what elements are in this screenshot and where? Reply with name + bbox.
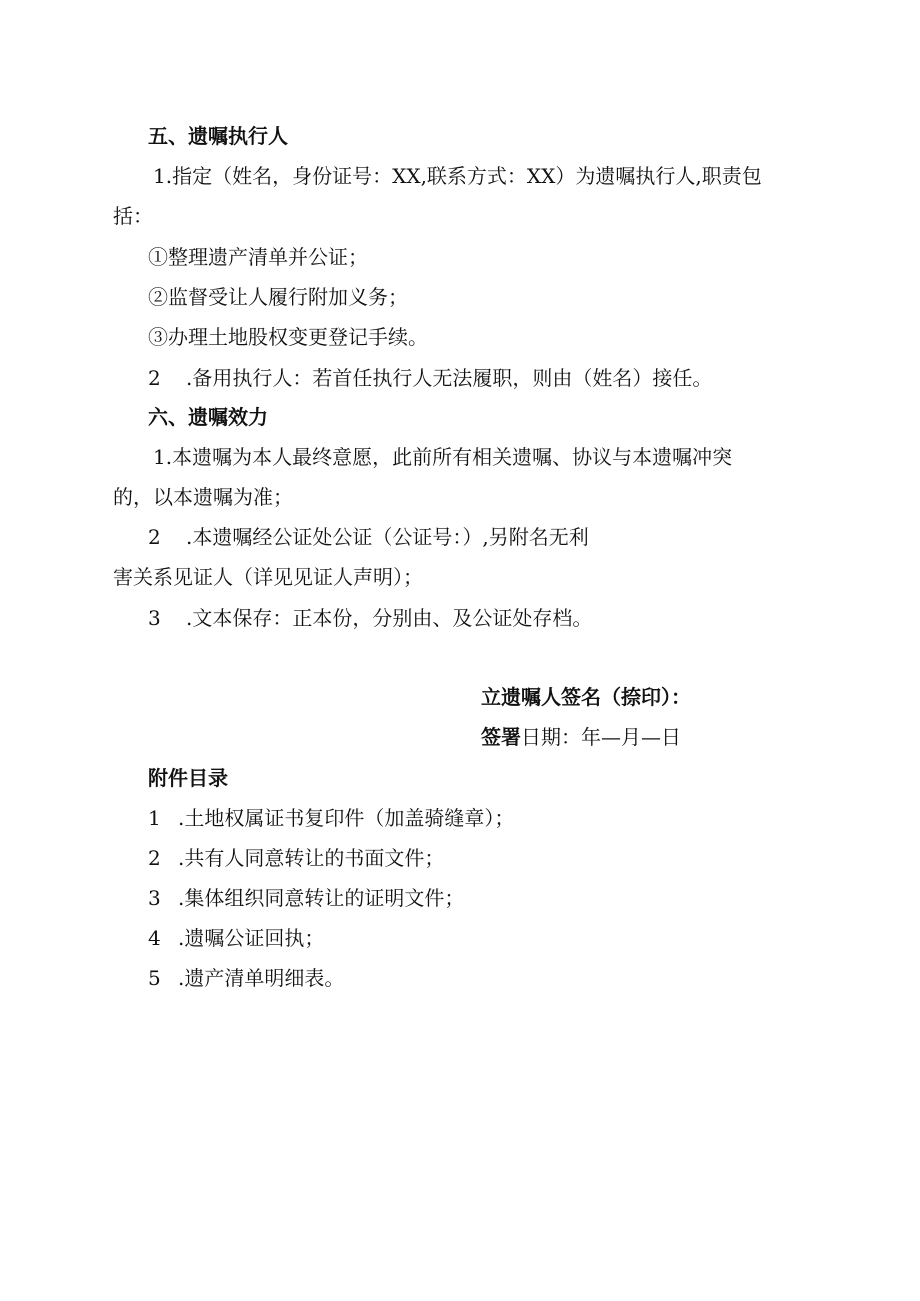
section6-item1-line1 [153, 444, 732, 470]
section6-item1-text: .本遗嘱为本人最终意愿，此前所有相关遗嘱、协议与本遗嘱冲突 [165, 445, 733, 469]
section5-item1-number: 1 [153, 164, 166, 188]
appendix-item-4-text: .遗嘱公证回执； [178, 926, 325, 950]
section5-item1-line1 [153, 163, 762, 189]
section5-item1-text: .指定（姓名，身份证号：XX,联系方式：XX）为遗嘱执行人,职责包 [165, 164, 762, 188]
section6-heading: 六、遗嘱效力 [148, 405, 268, 429]
signer-label: 立遗嘱人签名（捺印）： [481, 685, 691, 709]
appendix-item-4 [148, 925, 324, 951]
appendix-item-3 [148, 885, 464, 911]
section5-item2-number: 2 [148, 366, 161, 390]
appendix-item-3-text: .集体组织同意转让的证明文件； [178, 886, 465, 910]
section6-item3-number: 3 [148, 606, 161, 630]
appendix-item-2 [148, 845, 444, 871]
section5-duty1: ①整理遗产清单并公证； [148, 245, 368, 269]
section6-item1-number: 1 [153, 445, 166, 469]
appendix-item-5-text: .遗产清单明细表。 [178, 966, 345, 990]
section5-heading: 五、遗嘱执行人 [148, 124, 288, 148]
section5-item2 [148, 365, 712, 391]
signing-date-rest: 日期：年—月—日 [521, 725, 681, 749]
appendix-item-2-number: 2 [148, 846, 161, 870]
signing-date [481, 724, 681, 750]
section6-item1-line2: 的，以本遗嘱为准； [113, 485, 293, 509]
appendix-item-1-text: .土地权属证书复印件（加盖骑缝章）； [178, 806, 515, 830]
appendix-item-1 [148, 805, 514, 831]
section6-item2-number: 2 [148, 525, 161, 549]
appendix-item-3-number: 3 [148, 886, 161, 910]
section6-item3 [148, 605, 592, 631]
appendix-heading: 附件目录 [148, 766, 228, 790]
section6-item2-line1 [148, 524, 589, 550]
section5-item2-text: .备用执行人：若首任执行人无法履职，则由（姓名）接任。 [186, 366, 713, 390]
section6-item3-text: .文本保存：正本份，分别由、及公证处存档。 [186, 606, 593, 630]
appendix-item-5 [148, 965, 344, 991]
appendix-item-4-number: 4 [148, 926, 161, 950]
appendix-item-1-number: 1 [148, 806, 161, 830]
appendix-item-2-text: .共有人同意转让的书面文件； [178, 846, 445, 870]
section5-duty2: ②监督受让人履行附加义务； [148, 285, 408, 309]
section5-item1-line2: 括： [113, 204, 153, 228]
signing-date-bold-label: 签署 [481, 725, 521, 749]
section5-duty3: ③办理土地股权变更登记手续。 [148, 325, 428, 349]
section6-item2-text: .本遗嘱经公证处公证（公证号：）,另附名无利 [186, 525, 589, 549]
appendix-item-5-number: 5 [148, 966, 161, 990]
section6-item2-line2: 害关系见证人（详见见证人声明）； [113, 565, 423, 589]
